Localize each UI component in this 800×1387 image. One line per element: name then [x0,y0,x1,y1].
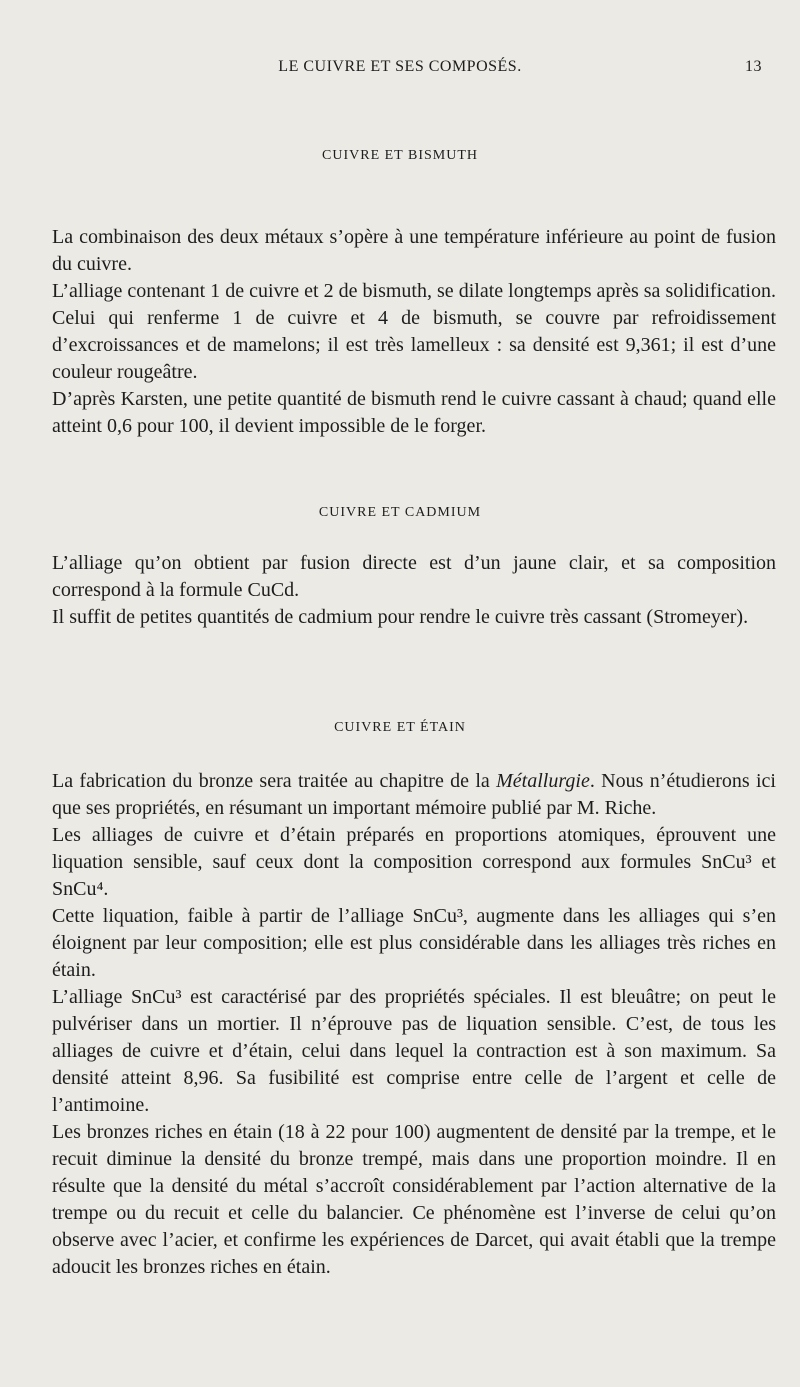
running-header [0,58,800,84]
paragraph [52,768,776,822]
paragraph: Les bronzes riches en étain (18 à 22 pour 100) augmentent de densité par la trempe, et le recuit diminue la densité du bronze trempé, mais dans une proportion moindre. Il en résulte que la densité du métal s’accroît considérablement par l’action alternative de la trempe ou du recuit et celle du balancier. Ce phénomène est l’inverse de celui qu’on observe avec l’acier, et confirme les expériences de Darcet, qui avait établi que la trempe adoucit les bronzes riches en étain. [52,1121,776,1278]
running-title: LE CUIVRE ET SES COMPOSÉS. [278,58,522,75]
paragraph: La combinaison des deux métaux s’opère à une température inférieure au point de fusion du cuivre. [52,226,776,275]
paragraph: Il suffit de petites quantités de cadmium pour rendre le cuivre très cassant (Stromeyer). [52,606,749,628]
section-heading-bismuth: CUIVRE ET BISMUTH [322,148,478,163]
paragraph: L’alliage SnCu³ est caractérisé par des propriétés spéciales. Il est bleuâtre; on peut le pulvériser dans un mortier. Il n’éprouve pas de liquation sensible. C’est, de tous les alliages de cuivre et d’étain, celui dans lequel la contraction est à son maximum. Sa densité atteint 8,96. Sa fusibilité est comprise entre celle de l’argent et celle de l’antimoine. [52,986,776,1116]
section-heading-cadmium: CUIVRE ET CADMIUM [318,505,482,520]
paragraph: Cette liquation, faible à partir de l’alliage SnCu³, augmente dans les alliages qui s’en éloignent par leur composition; elle est plus considérable dans les alliages très riches en étain. [52,905,776,981]
paragraph: Les alliages de cuivre et d’étain préparés en proportions atomiques, éprouvent une liquation sensible, sauf ceux dont la composition correspond aux formules SnCu³ et SnCu⁴. [52,824,776,900]
paragraph: D’après Karsten, une petite quantité de bismuth rend le cuivre cassant à chaud; quand elle atteint 0,6 pour 100, il devient impossible de le forger. [52,388,776,437]
italic-term: Métallurgie [496,770,590,792]
text-run: . Nous n’étudierons ici que ses propriétés, en résumant un important mémoire publié par M. Riche. [52,770,776,819]
section-body-bismuth [52,224,776,440]
paragraph: L’alliage qu’on obtient par fusion directe est d’un jaune clair, et sa composition correspond à la formule CuCd. [52,552,776,601]
text-run: La fabrication du bronze sera traitée au chapitre de la [52,770,497,792]
section-body-etain [52,768,776,1281]
paragraph: L’alliage contenant 1 de cuivre et 2 de bismuth, se dilate longtemps après sa solidification. Celui qui renferme 1 de cuivre et 4 de bismuth, se couvre par refroidissement d’excroissances et de mamelons; il est très lamelleux : sa densité est 9,361; il est d’une couleur rougeâtre. [52,280,776,383]
section-body-cadmium [52,550,776,631]
section-heading-etain: CUIVRE ET ÉTAIN [334,720,466,735]
page-number: 13 [745,58,762,75]
